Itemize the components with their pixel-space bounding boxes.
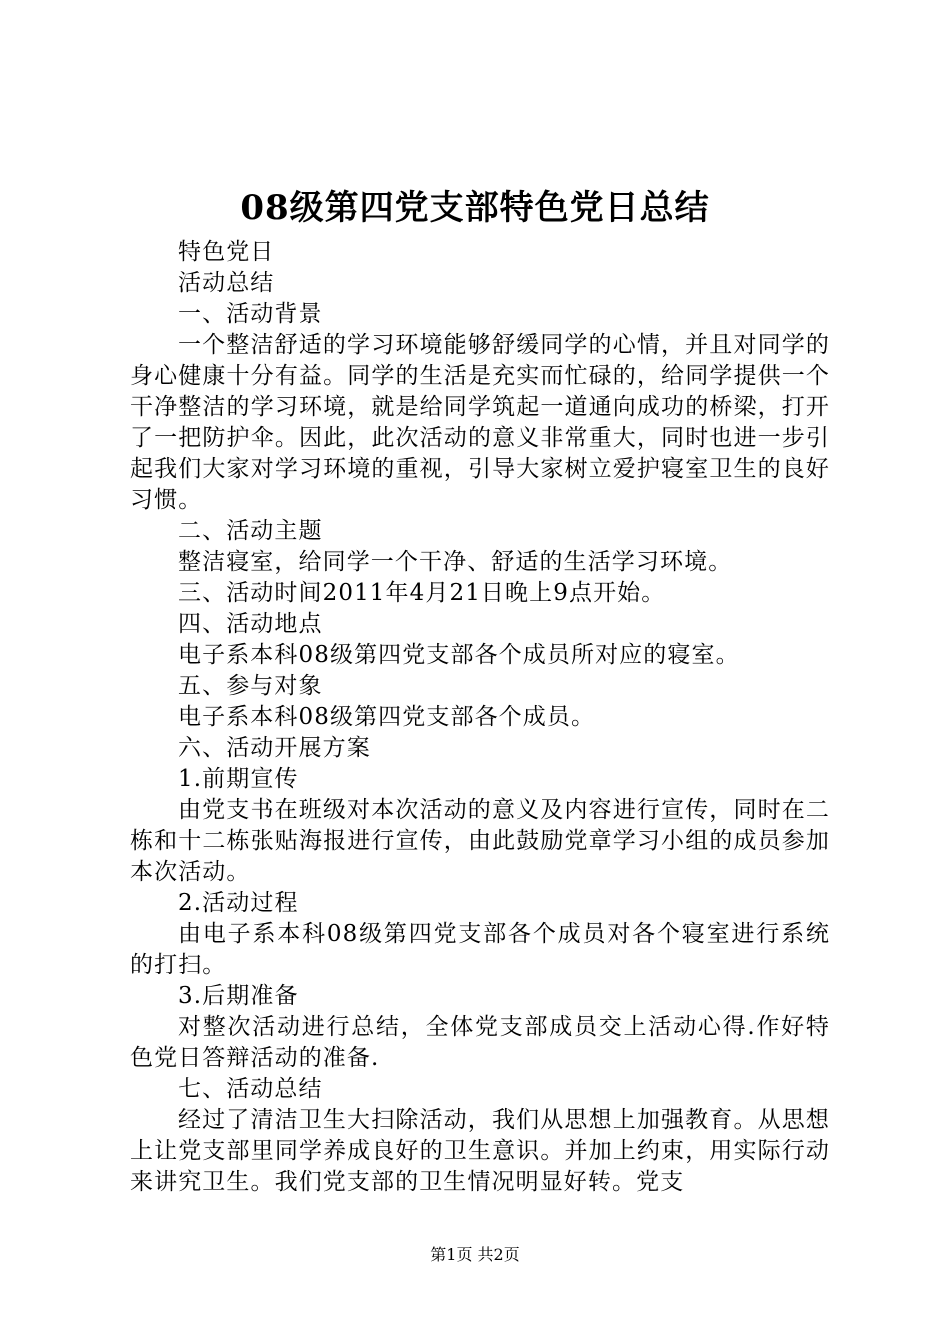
- subsection-heading: 2.活动过程: [178, 890, 299, 916]
- section-heading: 一、活动背景: [178, 301, 323, 327]
- section-heading: 五、参与对象: [178, 673, 323, 699]
- section-heading: 四、活动地点: [178, 611, 323, 637]
- paragraph: 电子系本科08级第四党支部各个成员所对应的寝室。: [178, 642, 740, 668]
- document-title: 08级第四党支部特色党日总结: [240, 188, 710, 228]
- section-heading: 六、活动开展方案: [178, 735, 371, 761]
- subsection-heading: 1.前期宣传: [178, 766, 299, 792]
- section-heading: 三、活动时间2011年4月21日晚上9点开始。: [178, 580, 666, 606]
- paragraph: 由党支书在班级对本次活动的意义及内容进行宣传，同时在二栋和十二栋张贴海报进行宣传，由此鼓励党章学习小组的成员参加本次活动。: [130, 797, 830, 885]
- document-body: [130, 237, 830, 1198]
- paragraph: 特色党日: [178, 239, 275, 265]
- paragraph: 经过了清洁卫生大扫除活动，我们从思想上加强教育。从思想上让党支部里同学养成良好的卫生意识。并加上约束，用实际行动来讲究卫生。我们党支部的卫生情况明显好转。党支: [130, 1107, 830, 1195]
- paragraph: 对整次活动进行总结，全体党支部成员交上活动心得.作好特色党日答辩活动的准备.: [130, 1014, 830, 1071]
- page-number-footer: 第1页 共2页: [430, 1245, 520, 1264]
- paragraph: 整洁寝室，给同学一个干净、舒适的生活学习环境。: [178, 549, 733, 575]
- subsection-heading: 3.后期准备: [178, 983, 299, 1009]
- section-heading: 二、活动主题: [178, 518, 323, 544]
- paragraph: 一个整洁舒适的学习环境能够舒缓同学的心情，并且对同学的身心健康十分有益。同学的生活是充实而忙碌的，给同学提供一个干净整洁的学习环境，就是给同学筑起一道通向成功的桥梁，打开了一把防护伞。因此，此次活动的意义非常重大，同时也进一步引起我们大家对学习环境的重视，引导大家树立爱护寝室卫生的良好习惯。: [130, 332, 830, 513]
- paragraph: 活动总结: [178, 270, 275, 296]
- paragraph: 由电子系本科08级第四党支部各个成员对各个寝室进行系统的打扫。: [130, 921, 830, 978]
- section-heading: 七、活动总结: [178, 1076, 323, 1102]
- paragraph: 电子系本科08级第四党支部各个成员。: [178, 704, 596, 730]
